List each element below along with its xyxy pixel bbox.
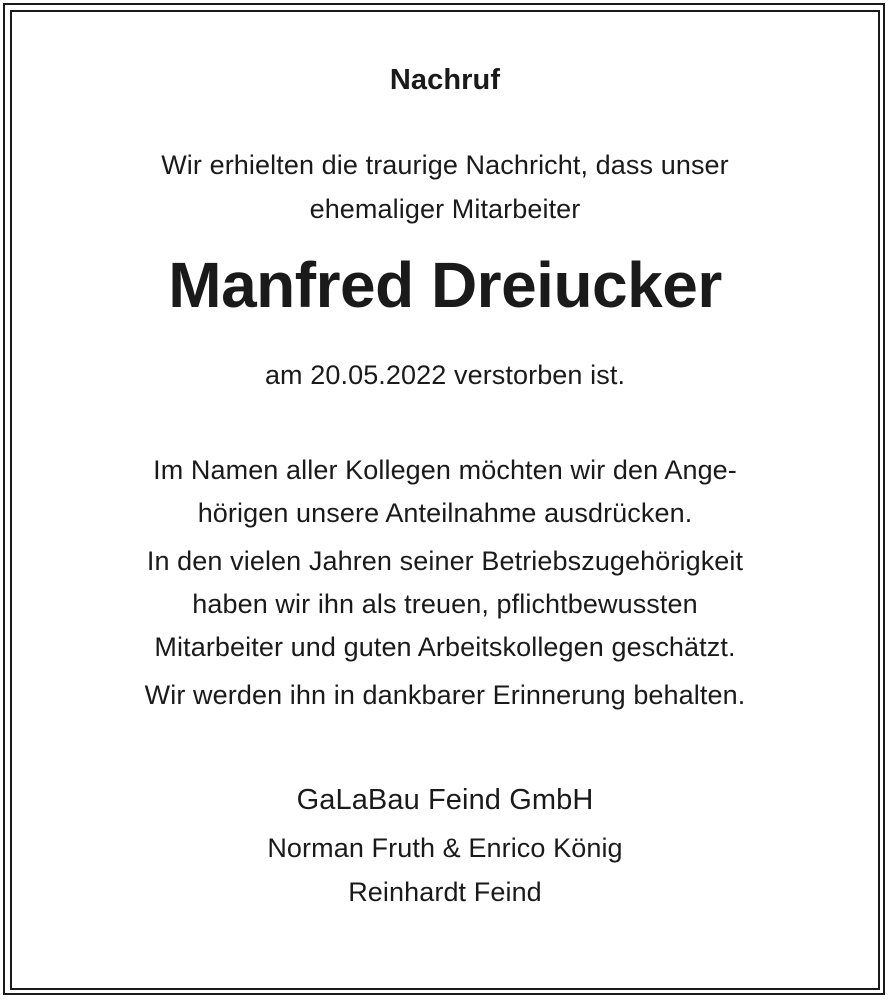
body-line-2: hörigen unsere Anteilnahme ausdrücken. [197, 498, 693, 528]
obituary-notice [12, 12, 878, 988]
signatory-line-2: Reinhardt Feind [348, 877, 542, 907]
intro-line-1: Wir erhielten die traurige Nachricht, dass unser [161, 150, 729, 180]
intro-line-2: ehemaliger Mitarbeiter [309, 194, 581, 224]
body-line-6: Wir werden ihn in dankbarer Erinnerung behalten. [144, 680, 746, 710]
body-line-1: Im Namen aller Kollegen möchten wir den Ange- [153, 455, 737, 485]
body-line-3: In den vielen Jahren seiner Betriebszugehörigkeit [146, 546, 744, 576]
company-name: GaLaBau Feind GmbH [296, 784, 594, 816]
death-date-line: am 20.05.2022 verstorben ist. [264, 360, 626, 390]
notice-heading: Nachruf [389, 64, 501, 96]
body-line-4: haben wir ihn als treuen, pflichtbewussten [192, 589, 698, 619]
deceased-name: Manfred Dreiucker [168, 249, 722, 321]
signatory-line-1: Norman Fruth & Enrico König [267, 833, 623, 863]
body-line-5: Mitarbeiter und guten Arbeitskollegen geschätzt. [154, 632, 736, 662]
